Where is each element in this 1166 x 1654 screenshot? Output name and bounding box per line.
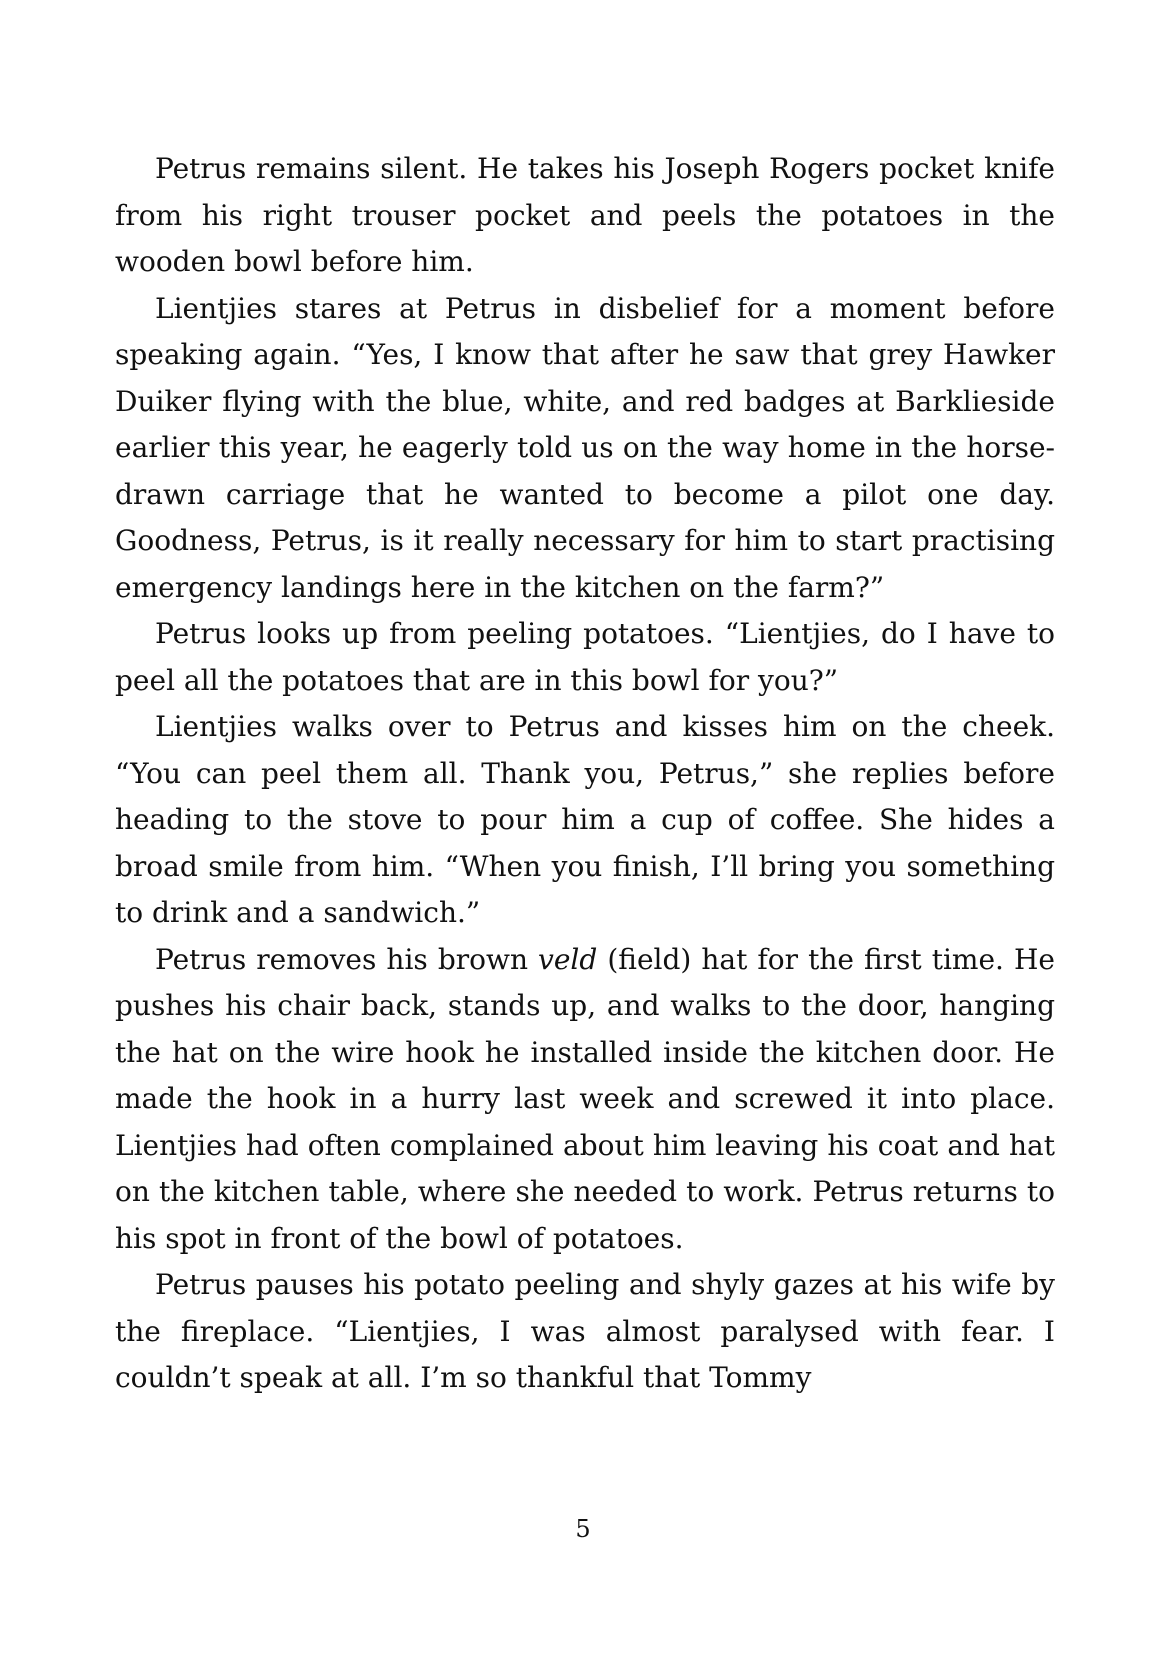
page-number: 5 bbox=[575, 1515, 591, 1543]
paragraph-5-italic-word: veld bbox=[538, 942, 598, 976]
paragraph-2: Lientjies stares at Petrus in disbelief for a moment before speaking again. “Yes, I know that after he saw that grey Hawker Duiker flying with the blue, white, and red badges at Barklieside earlier this year, he eagerly told us on the way home in the horse-drawn carriage that he wanted to become a pilot one day. Goodness, Petrus, is it really necessary for him to start practising emergency landings here in the kitchen on the farm?” bbox=[115, 291, 1055, 604]
paragraph-5 bbox=[115, 937, 1055, 1263]
body-text bbox=[115, 146, 1055, 1402]
paragraph-3: Petrus looks up from peeling potatoes. “Lientjies, do I have to peel all the potatoes that are in this bowl for you?” bbox=[115, 617, 1055, 697]
paragraph-5-before: Petrus removes his brown bbox=[155, 942, 539, 976]
paragraph-5-after: (field) hat for the first time. He pushes his chair back, stands up, and walks to the door, hanging the hat on the wire hook he installed inside the kitchen door. He made the hook in a hurry last week and screwed it into place. Lientjies had often complained about him leaving his coat and hat on the kitchen table, where she needed to work. Petrus returns to his spot in front of the bowl of potatoes. bbox=[115, 942, 1055, 1255]
paragraph-4: Lientjies walks over to Petrus and kisses him on the cheek. “You can peel them all. Thank you, Petrus,” she replies before heading to the stove to pour him a cup of coffee. She hides a broad smile from him. “When you finish, I’ll bring you something to drink and a sandwich.” bbox=[115, 710, 1055, 929]
paragraph-1: Petrus remains silent. He takes his Joseph Rogers pocket knife from his right trouser pocket and peels the potatoes in the wooden bowl before him. bbox=[115, 152, 1055, 278]
paragraph-6: Petrus pauses his potato peeling and shyly gazes at his wife by the fireplace. “Lientjies, I was almost paralysed with fear. I couldn’t speak at all. I’m so thankful that Tommy bbox=[115, 1268, 1055, 1394]
